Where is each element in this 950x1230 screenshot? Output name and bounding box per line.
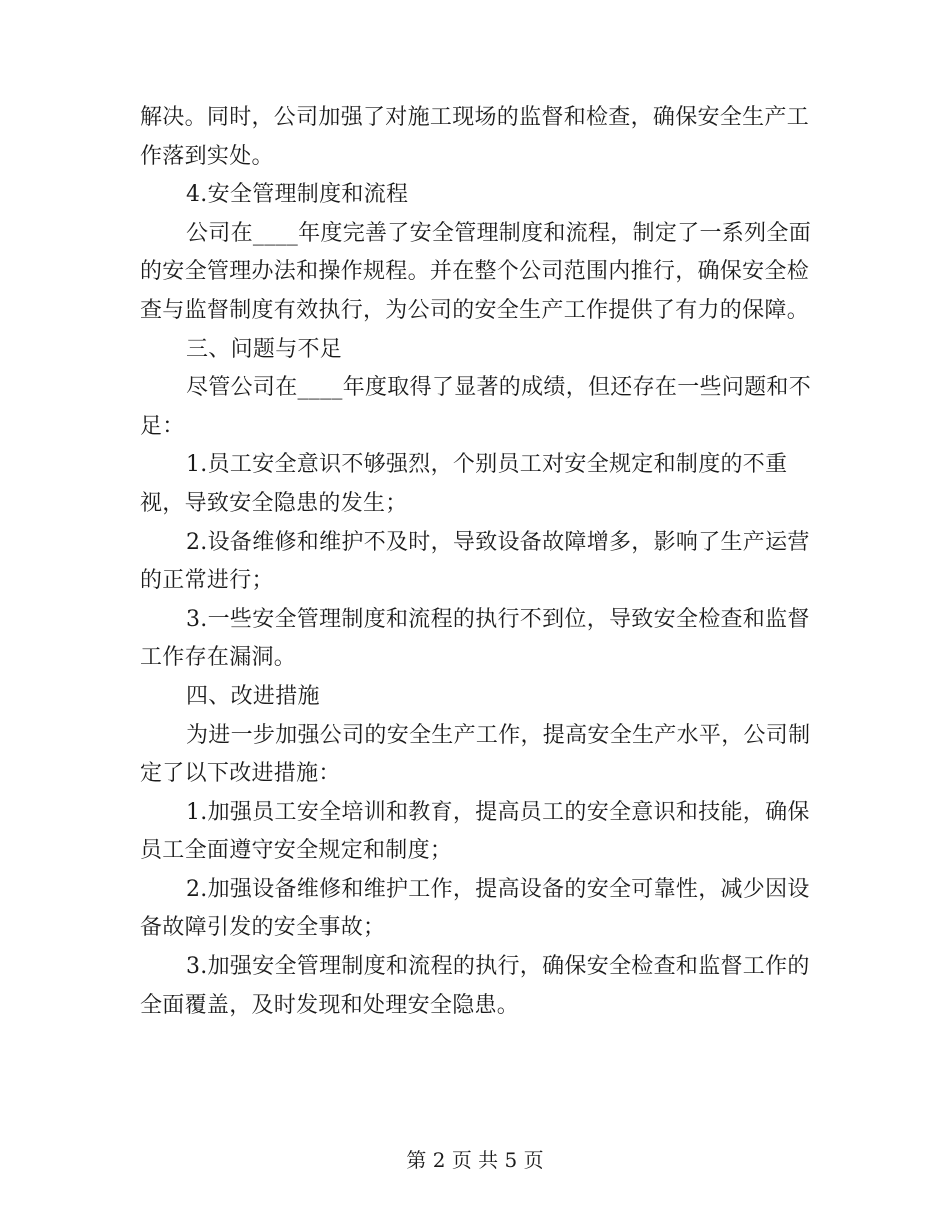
body-text-line: 员工全面遵守安全规定和制度； [140,838,453,864]
body-text-line: 2.设备维修和维护不及时，导致设备故障增多，影响了生产运营 [186,529,810,555]
body-text-line: 的正常进行； [140,568,274,594]
body-text-line: 全面覆盖，及时发现和处理安全隐患。 [140,992,520,1018]
body-text-line: 视，导致安全隐患的发生； [140,490,408,516]
body-text-line: 定了以下改进措施： [140,761,341,787]
body-text-line: 查与监督制度有效执行，为公司的安全生产工作提供了有力的保障。 [140,297,810,323]
body-text-line: 备故障引发的安全事故； [140,915,386,941]
page-number-footer: 第 2 页 共 5 页 [406,1148,544,1172]
body-text-line: 为进一步加强公司的安全生产工作，提高安全生产水平，公司制 [186,722,811,748]
body-text-line: 的安全管理办法和操作规程。并在整个公司范围内推行，确保安全检 [140,259,810,285]
body-text-line: 1.加强员工安全培训和教育，提高员工的安全意识和技能，确保 [186,799,810,825]
body-text-line: 四、改进措施 [186,683,320,709]
body-text-line: 4.安全管理制度和流程 [186,182,409,208]
body-text-line: 足： [140,413,185,439]
body-text-line: 工作存在漏洞。 [140,645,297,671]
body-text-line: 2.加强设备维修和维护工作，提高设备的安全可靠性，减少因设 [186,876,810,902]
body-text-line: 3.一些安全管理制度和流程的执行不到位，导致安全检查和监督 [186,606,810,632]
document-body [140,99,812,1025]
body-text-line: 3.加强安全管理制度和流程的执行，确保安全检查和监督工作的 [186,954,810,980]
body-text-line: 作落到实处。 [140,143,274,169]
body-text-line: 三、问题与不足 [186,336,343,362]
body-text-line: 解决。同时，公司加强了对施工现场的监督和检查，确保安全生产工 [140,105,810,130]
body-text-line: 1.员工安全意识不够强烈，个别员工对安全规定和制度的不重 [186,452,788,478]
body-text-line: 公司在____年度完善了安全管理制度和流程，制定了一系列全面 [186,220,812,246]
body-text-line: 尽管公司在____年度取得了显著的成绩，但还存在一些问题和不 [186,375,812,401]
